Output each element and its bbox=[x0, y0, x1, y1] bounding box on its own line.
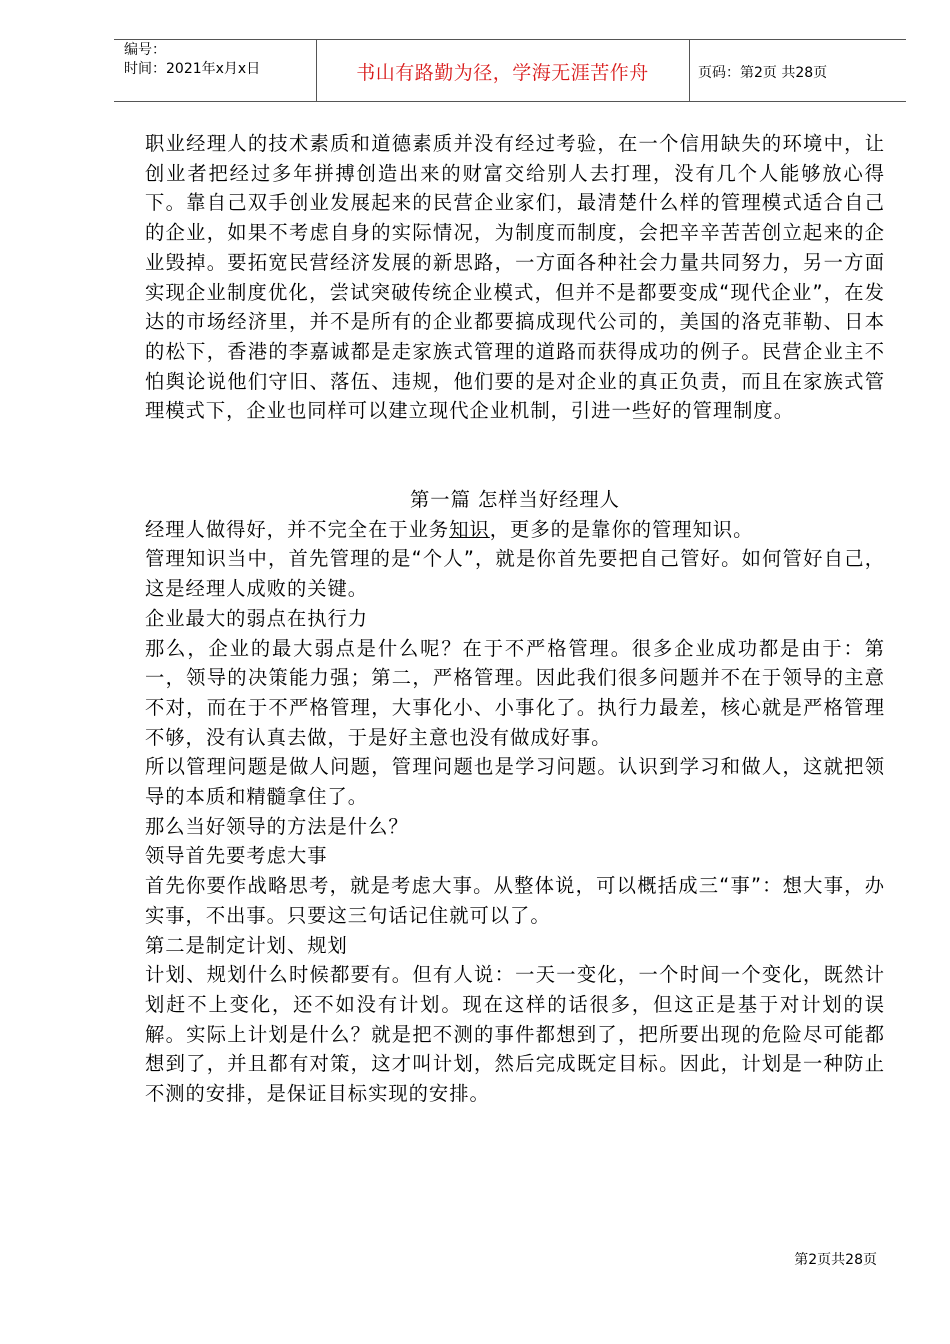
section-gap bbox=[145, 426, 885, 485]
paragraph-4: 所以管理问题是做人问题，管理问题也是学习问题。认识到学习和做人，这就把领导的本质和精髓拿住了。 bbox=[145, 755, 885, 809]
header-motto: 书山有路勤为径，学海无涯苦作舟 bbox=[356, 62, 649, 84]
document-body bbox=[145, 129, 885, 1109]
paragraph-1-start: 经理人做得好，并不完全在于业务 bbox=[145, 517, 450, 541]
paragraph-3: 那么，企业的最大弱点是什么呢？在于不严格管理。很多企业成功都是由于：第一，领导的决策能力强；第二，严格管理。因此我们很多问题并不在于领导的主意不对，而在于不严格管理，大事化小、小事化了。执行力最差，核心就是严格管理不够，没有认真去做，于是好主意也没有做成好事。 bbox=[145, 636, 885, 749]
chapter-title: 第一篇 怎样当好经理人 bbox=[410, 488, 620, 512]
subheading-execution: 企业最大的弱点在执行力 bbox=[145, 606, 369, 630]
question-line: 那么当好领导的方法是什么？ bbox=[145, 814, 409, 838]
paragraph-1 bbox=[145, 515, 885, 545]
paragraph-2: 管理知识当中，首先管理的是“个人”，就是你首先要把自己管好。如何管好自己，这是经理人成败的关键。 bbox=[145, 547, 885, 601]
header-bottom-rule bbox=[114, 101, 906, 102]
header-top-rule bbox=[114, 39, 906, 40]
subheading-big-things: 领导首先要考虑大事 bbox=[145, 844, 328, 868]
paragraph-6: 计划、规划什么时候都要有。但有人说：一天一变化，一个时间一个变化，既然计划赶不上变化，还不如没有计划。现在这样的话很多，但这正是基于对计划的误解。实际上计划是什么？就是把不测的事件都想到了，把所要出现的危险尽可能都想到了，并且都有对策，这才叫计划，然后完成既定目标。因此，计划是一种防止不测的安排，是保证目标实现的安排。 bbox=[145, 963, 885, 1106]
header-meta bbox=[124, 41, 260, 79]
subheading-planning: 第二是制定计划、规划 bbox=[145, 933, 348, 957]
intro-paragraph: 职业经理人的技术素质和道德素质并没有经过考验，在一个信用缺失的环境中，让创业者把经过多年拼搏创造出来的财富交给别人去打理，没有几个人能够放心得下。靠自己双手创业发展起来的民营企业家们，最清楚什么样的管理模式适合自己的企业，如果不考虑自身的实际情况，为制度而制度，会把辛辛苦苦创立起来的企业毁掉。要拓宽民营经济发展的新思路，一方面各种社会力量共同努力，另一方面实现企业制度优化，尝试突破传统企业模式，但并不是都要变成“现代企业”，在发达的市场经济里，并不是所有的企业都要搞成现代公司的，美国的洛克菲勒、日本的松下，香港的李嘉诚都是走家族式管理的道路而获得成功的例子。民营企业主不怕舆论说他们守旧、落伍、违规，他们要的是对企业的真正负责，而且在家族式管理模式下，企业也同样可以建立现代企业机制，引进一些好的管理制度。 bbox=[145, 132, 885, 423]
underlined-word: 知识 bbox=[449, 517, 490, 541]
header-time-label: 时间：2021年x月x日 bbox=[124, 61, 261, 77]
footer-page-number: 第2页共28页 bbox=[794, 1252, 877, 1268]
paragraph-1-end: ，更多的是靠你的管理知识。 bbox=[489, 517, 754, 541]
header-page-label: 页码：第2页 共28页 bbox=[698, 65, 828, 81]
header-divider-right bbox=[689, 39, 690, 101]
header-number-label: 编号： bbox=[124, 42, 166, 58]
paragraph-5: 首先你要作战略思考，就是考虑大事。从整体说，可以概括成三“事”：想大事，办实事，不出事。只要这三句话记住就可以了。 bbox=[145, 874, 885, 927]
